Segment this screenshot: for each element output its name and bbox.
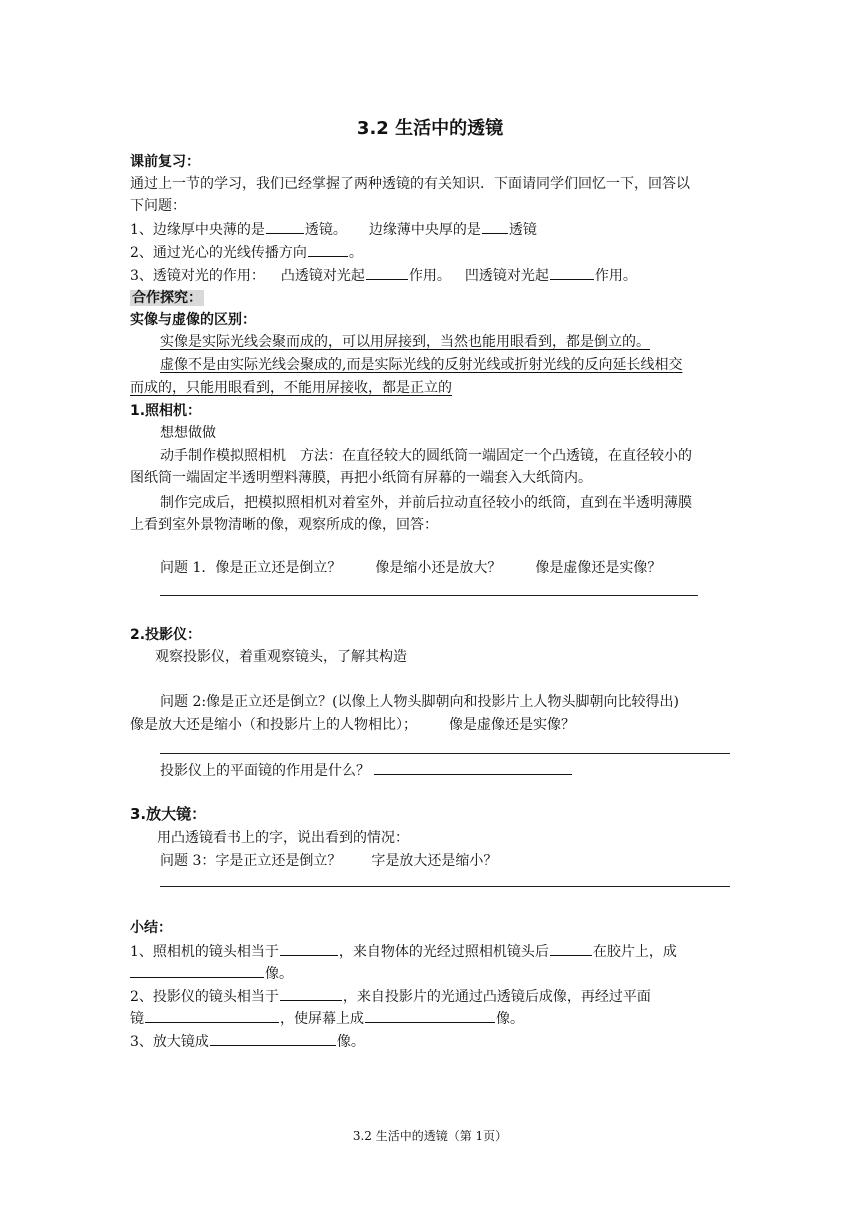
q2-text-b: 。 <box>348 245 363 261</box>
camera-question-b: 像是缩小还是放大？ <box>375 560 502 576</box>
page-title: 3.2 生活中的透镜 <box>356 118 504 139</box>
magnifier-intro: 用凸透镜看书上的字，说出看到的情况： <box>157 830 409 846</box>
magnifier-question <box>160 851 497 871</box>
camera-try-it: 想想做做 <box>160 425 216 441</box>
q1-blank-1[interactable] <box>266 219 304 234</box>
review-question-1 <box>130 219 537 240</box>
projector-question-2a: 像是放大还是缩小（和投影片上的人物相比）； <box>130 717 417 733</box>
review-question-2 <box>130 242 363 263</box>
explore-heading-text: 合作探究： <box>132 290 202 306</box>
s2-text-b: ，来自投影片的光通过凸透镜后成像，再经过平面 <box>342 989 651 1005</box>
s1-text-c: 在胶片上，成 <box>592 944 677 960</box>
camera-make-line1: 动手制作模拟照相机 方法：在直径较大的圆纸筒一端固定一个凸透镜，在直径较小的 <box>160 448 692 464</box>
q2-text-a: 2、通过光心的光线传播方向 <box>130 245 307 261</box>
summary-item-2 <box>130 986 651 1007</box>
review-question-3 <box>130 265 637 286</box>
q2-blank[interactable] <box>308 242 348 257</box>
magnifier-answer-line[interactable] <box>160 886 730 887</box>
projector-answer-line[interactable] <box>160 753 730 754</box>
s2-blank-1[interactable] <box>280 986 342 1001</box>
summary-item-1 <box>130 941 677 962</box>
projector-question-line1: 问题 2:像是正立还是倒立？(以像上人物头脚朝向和投影片上人物头脚朝向比较得出) <box>160 694 679 710</box>
review-intro-line1: 通过上一节的学习，我们已经掌握了两种透镜的有关知识．下面请同学们回忆一下，回答以 <box>130 176 690 192</box>
s2-text-e: 像。 <box>496 1011 524 1027</box>
explore-heading <box>130 288 204 308</box>
mirror-answer-blank[interactable] <box>374 760 572 775</box>
s1-blank-1[interactable] <box>280 941 338 956</box>
s2-blank-2[interactable] <box>145 1008 279 1023</box>
s3-blank[interactable] <box>210 1031 336 1046</box>
q3-text-a: 3、透镜对光的作用： <box>130 268 265 284</box>
page-footer: 3.2 生活中的透镜（第 1页） <box>352 1129 508 1143</box>
s1-blank-3[interactable] <box>130 963 264 978</box>
s1-blank-2[interactable] <box>550 941 592 956</box>
q1-text-c: 边缘薄中央厚的是 <box>368 222 481 238</box>
review-intro-line2: 下问题： <box>130 198 186 214</box>
real-image-definition: 实像是实际光线会聚而成的，可以用屏接到，当然也能用眼看到，都是倒立的。 <box>160 334 650 350</box>
q3-text-b: 凸透镜对光起 <box>280 268 365 284</box>
q1-blank-2[interactable] <box>482 219 508 234</box>
q1-text-a: 1、边缘厚中央薄的是 <box>130 222 265 238</box>
summary-item-2-cont <box>130 1008 524 1029</box>
s2-blank-3[interactable] <box>365 1008 495 1023</box>
camera-done-line1: 制作完成后，把模拟照相机对着室外，并前后拉动直径较小的纸筒，直到在半透明薄膜 <box>160 495 692 511</box>
q3-text-e: 作用。 <box>594 268 637 284</box>
s2-text-d: ，使屏幕上成 <box>280 1011 364 1027</box>
s2-text-a: 2、投影仪的镜头相当于 <box>130 989 279 1005</box>
camera-question-1 <box>160 558 661 578</box>
q3-text-d: 凹透镜对光起 <box>464 268 549 284</box>
s1-text-d: 像。 <box>265 966 293 982</box>
camera-heading: 1.照相机： <box>130 403 202 419</box>
camera-make-line2: 图纸筒一端固定半透明塑料薄膜，再把小纸筒有屏幕的一端套入大纸筒内。 <box>130 470 592 486</box>
summary-item-1-cont <box>130 963 293 984</box>
s1-text-b: ，来自物体的光经过照相机镜头后 <box>338 944 549 960</box>
q3-blank-1[interactable] <box>366 265 408 280</box>
q3-text-c: 作用。 <box>408 268 451 284</box>
s2-text-c: 镜 <box>130 1011 144 1027</box>
real-virtual-heading: 实像与虚像的区别： <box>130 312 256 328</box>
mirror-question-text: 投影仪上的平面镜的作用是什么？ <box>160 763 370 779</box>
projector-heading: 2.投影仪： <box>130 627 202 643</box>
q1-text-d: 透镜 <box>508 222 537 238</box>
mirror-question <box>160 760 573 781</box>
virtual-image-definition-line1: 虚像不是由实际光线会聚成的,而是实际光线的反射光线或折射光线的反向延长线相交 <box>160 357 683 373</box>
s3-text-a: 3、放大镜成 <box>130 1034 209 1050</box>
q1-text-b: 透镜。 <box>304 222 347 238</box>
s3-text-b: 像。 <box>336 1034 365 1050</box>
camera-question-c: 像是虚像还是实像？ <box>535 560 662 576</box>
summary-heading: 小结： <box>130 920 172 936</box>
camera-answer-line[interactable] <box>160 595 698 596</box>
projector-question-2b: 像是虚像还是实像？ <box>449 717 575 733</box>
q3-blank-2[interactable] <box>550 265 594 280</box>
magnifier-question-a: 问题 3：字是正立还是倒立？ <box>160 853 342 869</box>
projector-question-line2 <box>130 715 575 735</box>
s1-text-a: 1、照相机的镜头相当于 <box>130 944 279 960</box>
camera-done-line2: 上看到室外景物清晰的像，观察所成的像，回答： <box>130 517 438 533</box>
projector-observe: 观察投影仪，着重观察镜头，了解其构造 <box>155 649 407 665</box>
magnifier-question-b: 字是放大还是缩小？ <box>371 853 498 869</box>
virtual-image-definition-line2: 而成的，只能用眼看到，不能用屏接收，都是正立的 <box>130 380 452 396</box>
review-heading: 课前复习： <box>130 154 200 170</box>
summary-item-3 <box>130 1031 365 1052</box>
camera-question-a: 问题 1．像是正立还是倒立？ <box>160 560 342 576</box>
magnifier-heading: 3.放大镜： <box>130 805 207 823</box>
